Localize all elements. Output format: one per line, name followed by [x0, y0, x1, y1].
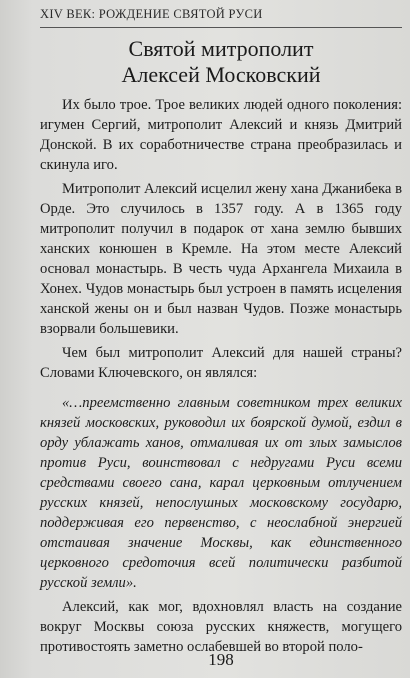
running-head: XIV ВЕК: РОЖДЕНИЕ СВЯТОЙ РУСИ	[40, 7, 263, 21]
quotation: «…преемственно главным советником трех великих князей московских, руководил их боярской думой, ездил в орду ублажать ханов, отмаливая их от злых замыслов против Руси, воинствовал с недругами Руси всеми средствами своего сана, карал церковным отлучением русских князей, непослушных московскому государю, поддерживая его первенство, с неослабной энергией отстаивая значение Москвы, как единственного церковного средоточия всей политически разбитой русской земли».	[40, 395, 402, 591]
paragraph: Алексий, как мог, вдохновлял власть на создание вокруг Москвы союза русских княжеств, могущего противостоять заметно ослабевшей во второй поло-	[40, 599, 402, 655]
paragraph: Митрополит Алексий исцелил жену хана Джанибека в Орде. Это случилось в 1357 году. А в 1365 году митрополит получил в подарок от хана землю бывших ханских конюшен в Кремле. На этом месте Алексий основал монастырь. В честь чуда Архангела Михаила в Хонех. Чудов монастырь был устроен в память исцеления ханской жены он и был назван Чудов. Позже монастырь взорвали большевики.	[40, 181, 402, 337]
page-number: 198	[208, 650, 234, 669]
body-text	[40, 95, 402, 657]
chapter-title	[40, 36, 402, 88]
chapter-title-line-1: Святой митрополит	[128, 36, 314, 61]
chapter-title-line-2: Алексей Московский	[121, 62, 321, 87]
header-rule	[40, 27, 402, 28]
paragraph: Их было трое. Трое великих людей одного поколения: игумен Сергий, митрополит Алексий и князь Дмитрий Донской. В их соработничестве страна преобразилась и скинула иго.	[40, 97, 402, 173]
paragraph: Чем был митрополит Алексий для нашей страны? Словами Ключевского, он являлся:	[40, 345, 402, 381]
